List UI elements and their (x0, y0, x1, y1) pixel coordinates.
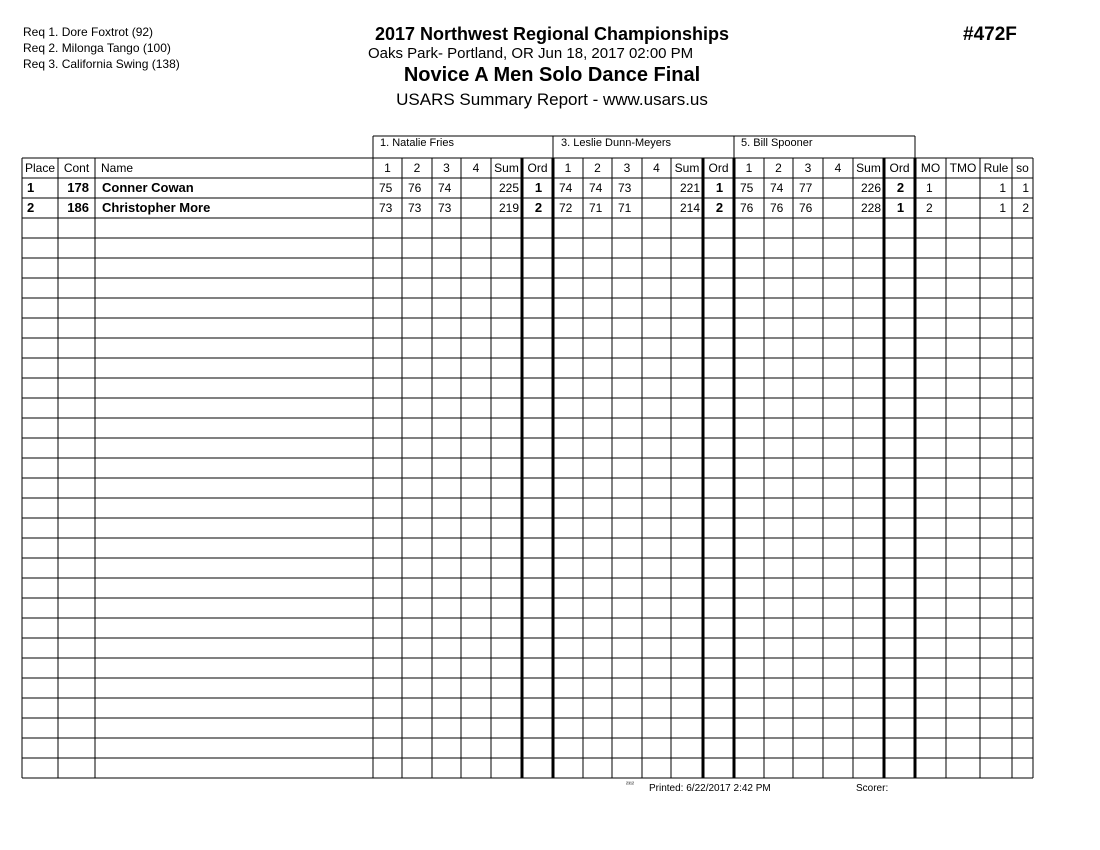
col-header-place: Place (24, 161, 56, 175)
col-header-judge2-3: 3 (623, 161, 631, 175)
printed-timestamp: Printed: 6/22/2017 2:42 PM (649, 783, 771, 794)
footer-code: ²³¹² (626, 782, 634, 788)
result-judge1-score4 (467, 178, 489, 198)
col-header-judge1-4: 4 (472, 161, 480, 175)
result-judge1-ord: 1 (534, 180, 543, 195)
result-name: Conner Cowan (102, 180, 194, 195)
result-judge3-score3: 77 (799, 181, 813, 195)
event-location-date: Oaks Park- Portland, OR Jun 18, 2017 02:00 PM (368, 45, 694, 62)
result-judge1-score4 (467, 198, 489, 218)
result-judge2-sum: 221 (679, 181, 700, 195)
result-judge3-score4 (829, 198, 851, 218)
result-judge1-score3: 73 (438, 201, 452, 215)
result-place: 2 (27, 200, 35, 215)
col-header-name: Name (101, 161, 134, 175)
judge-5-name: 5. Bill Spooner (741, 137, 813, 149)
result-judge2-score4 (648, 198, 670, 218)
result-mo: 1 (926, 181, 933, 195)
judge-3-name: 3. Leslie Dunn-Meyers (561, 137, 672, 149)
result-judge2-score3: 71 (618, 201, 632, 215)
result-cont: 186 (67, 200, 89, 215)
col-header-judge1-1: 1 (384, 161, 391, 175)
result-judge2-score3: 73 (618, 181, 632, 195)
requirement-2: Req 2. Milonga Tango (100) (23, 41, 171, 55)
col-header-judge3-4: 4 (834, 161, 842, 175)
col-header-rule: Rule (983, 161, 1009, 175)
col-header-judge3-3: 3 (804, 161, 812, 175)
col-header-judge2-1: 1 (564, 161, 572, 175)
col-header-judge3-1: 1 (745, 161, 753, 175)
result-judge3-score1: 76 (740, 201, 754, 215)
col-header-judge2-4: 4 (653, 161, 660, 175)
result-rule: 1 (999, 181, 1006, 195)
result-judge1-score2: 73 (408, 201, 422, 215)
col-header-judge1-sum: Sum (494, 161, 519, 175)
col-header-mo: MO (920, 161, 941, 175)
result-judge1-sum: 219 (498, 201, 519, 215)
result-judge3-ord: 1 (896, 200, 905, 215)
result-judge2-score4 (648, 178, 670, 198)
result-judge2-score2: 71 (589, 201, 603, 215)
col-header-judge2-sum: Sum (674, 161, 700, 175)
result-judge3-score2: 76 (770, 201, 784, 215)
event-number: #472F (963, 24, 1017, 45)
result-rule: 1 (999, 201, 1006, 215)
result-judge1-sum: 225 (498, 181, 519, 195)
result-judge1-ord: 2 (534, 200, 543, 215)
judge-1-name: 1. Natalie Fries (380, 137, 454, 149)
result-judge1-score2: 76 (408, 181, 422, 195)
result-judge1-score1: 73 (379, 201, 393, 215)
result-judge2-score2: 74 (589, 181, 603, 195)
scorer-label: Scorer: (856, 783, 889, 794)
requirement-1: Req 1. Dore Foxtrot (92) (23, 25, 154, 39)
result-tmo (950, 178, 976, 198)
col-header-judge1-3: 3 (443, 161, 450, 175)
result-judge3-score4 (829, 178, 851, 198)
result-judge2-sum: 214 (679, 201, 700, 215)
result-judge3-sum: 226 (860, 181, 881, 195)
col-header-judge3-2: 2 (775, 161, 782, 175)
col-header-tmo: TMO (949, 161, 977, 175)
result-so: 2 (1022, 201, 1029, 215)
col-header-judge2-ord: Ord (708, 161, 729, 175)
result-judge3-score3: 76 (799, 201, 813, 215)
col-header-judge2-2: 2 (594, 161, 601, 175)
col-header-judge3-ord: Ord (889, 161, 910, 175)
result-mo: 2 (926, 201, 933, 215)
result-judge3-sum: 228 (860, 201, 881, 215)
report-title: USARS Summary Report - www.usars.us (396, 90, 708, 109)
result-name: Christopher More (102, 200, 211, 215)
result-judge3-ord: 2 (896, 180, 905, 195)
col-header-cont: Cont (63, 161, 90, 175)
result-judge2-ord: 1 (715, 180, 724, 195)
result-tmo (950, 198, 976, 218)
result-judge1-score1: 75 (379, 181, 393, 195)
result-judge3-score2: 74 (770, 181, 784, 195)
col-header-judge3-sum: Sum (856, 161, 881, 175)
competition-title: Novice A Men Solo Dance Final (403, 64, 701, 86)
result-cont: 178 (67, 180, 89, 195)
event-title: 2017 Northwest Regional Championships (374, 24, 730, 44)
result-judge3-score1: 75 (740, 181, 754, 195)
result-judge2-score1: 74 (559, 181, 573, 195)
result-place: 1 (27, 180, 35, 195)
col-header-judge1-ord: Ord (527, 161, 548, 175)
result-judge2-ord: 2 (715, 200, 724, 215)
result-judge2-score1: 72 (559, 201, 573, 215)
col-header-judge1-2: 2 (413, 161, 421, 175)
requirement-3: Req 3. California Swing (138) (23, 57, 180, 71)
result-so: 1 (1022, 181, 1029, 195)
col-header-so: so (1016, 161, 1029, 175)
result-judge1-score3: 74 (438, 181, 452, 195)
